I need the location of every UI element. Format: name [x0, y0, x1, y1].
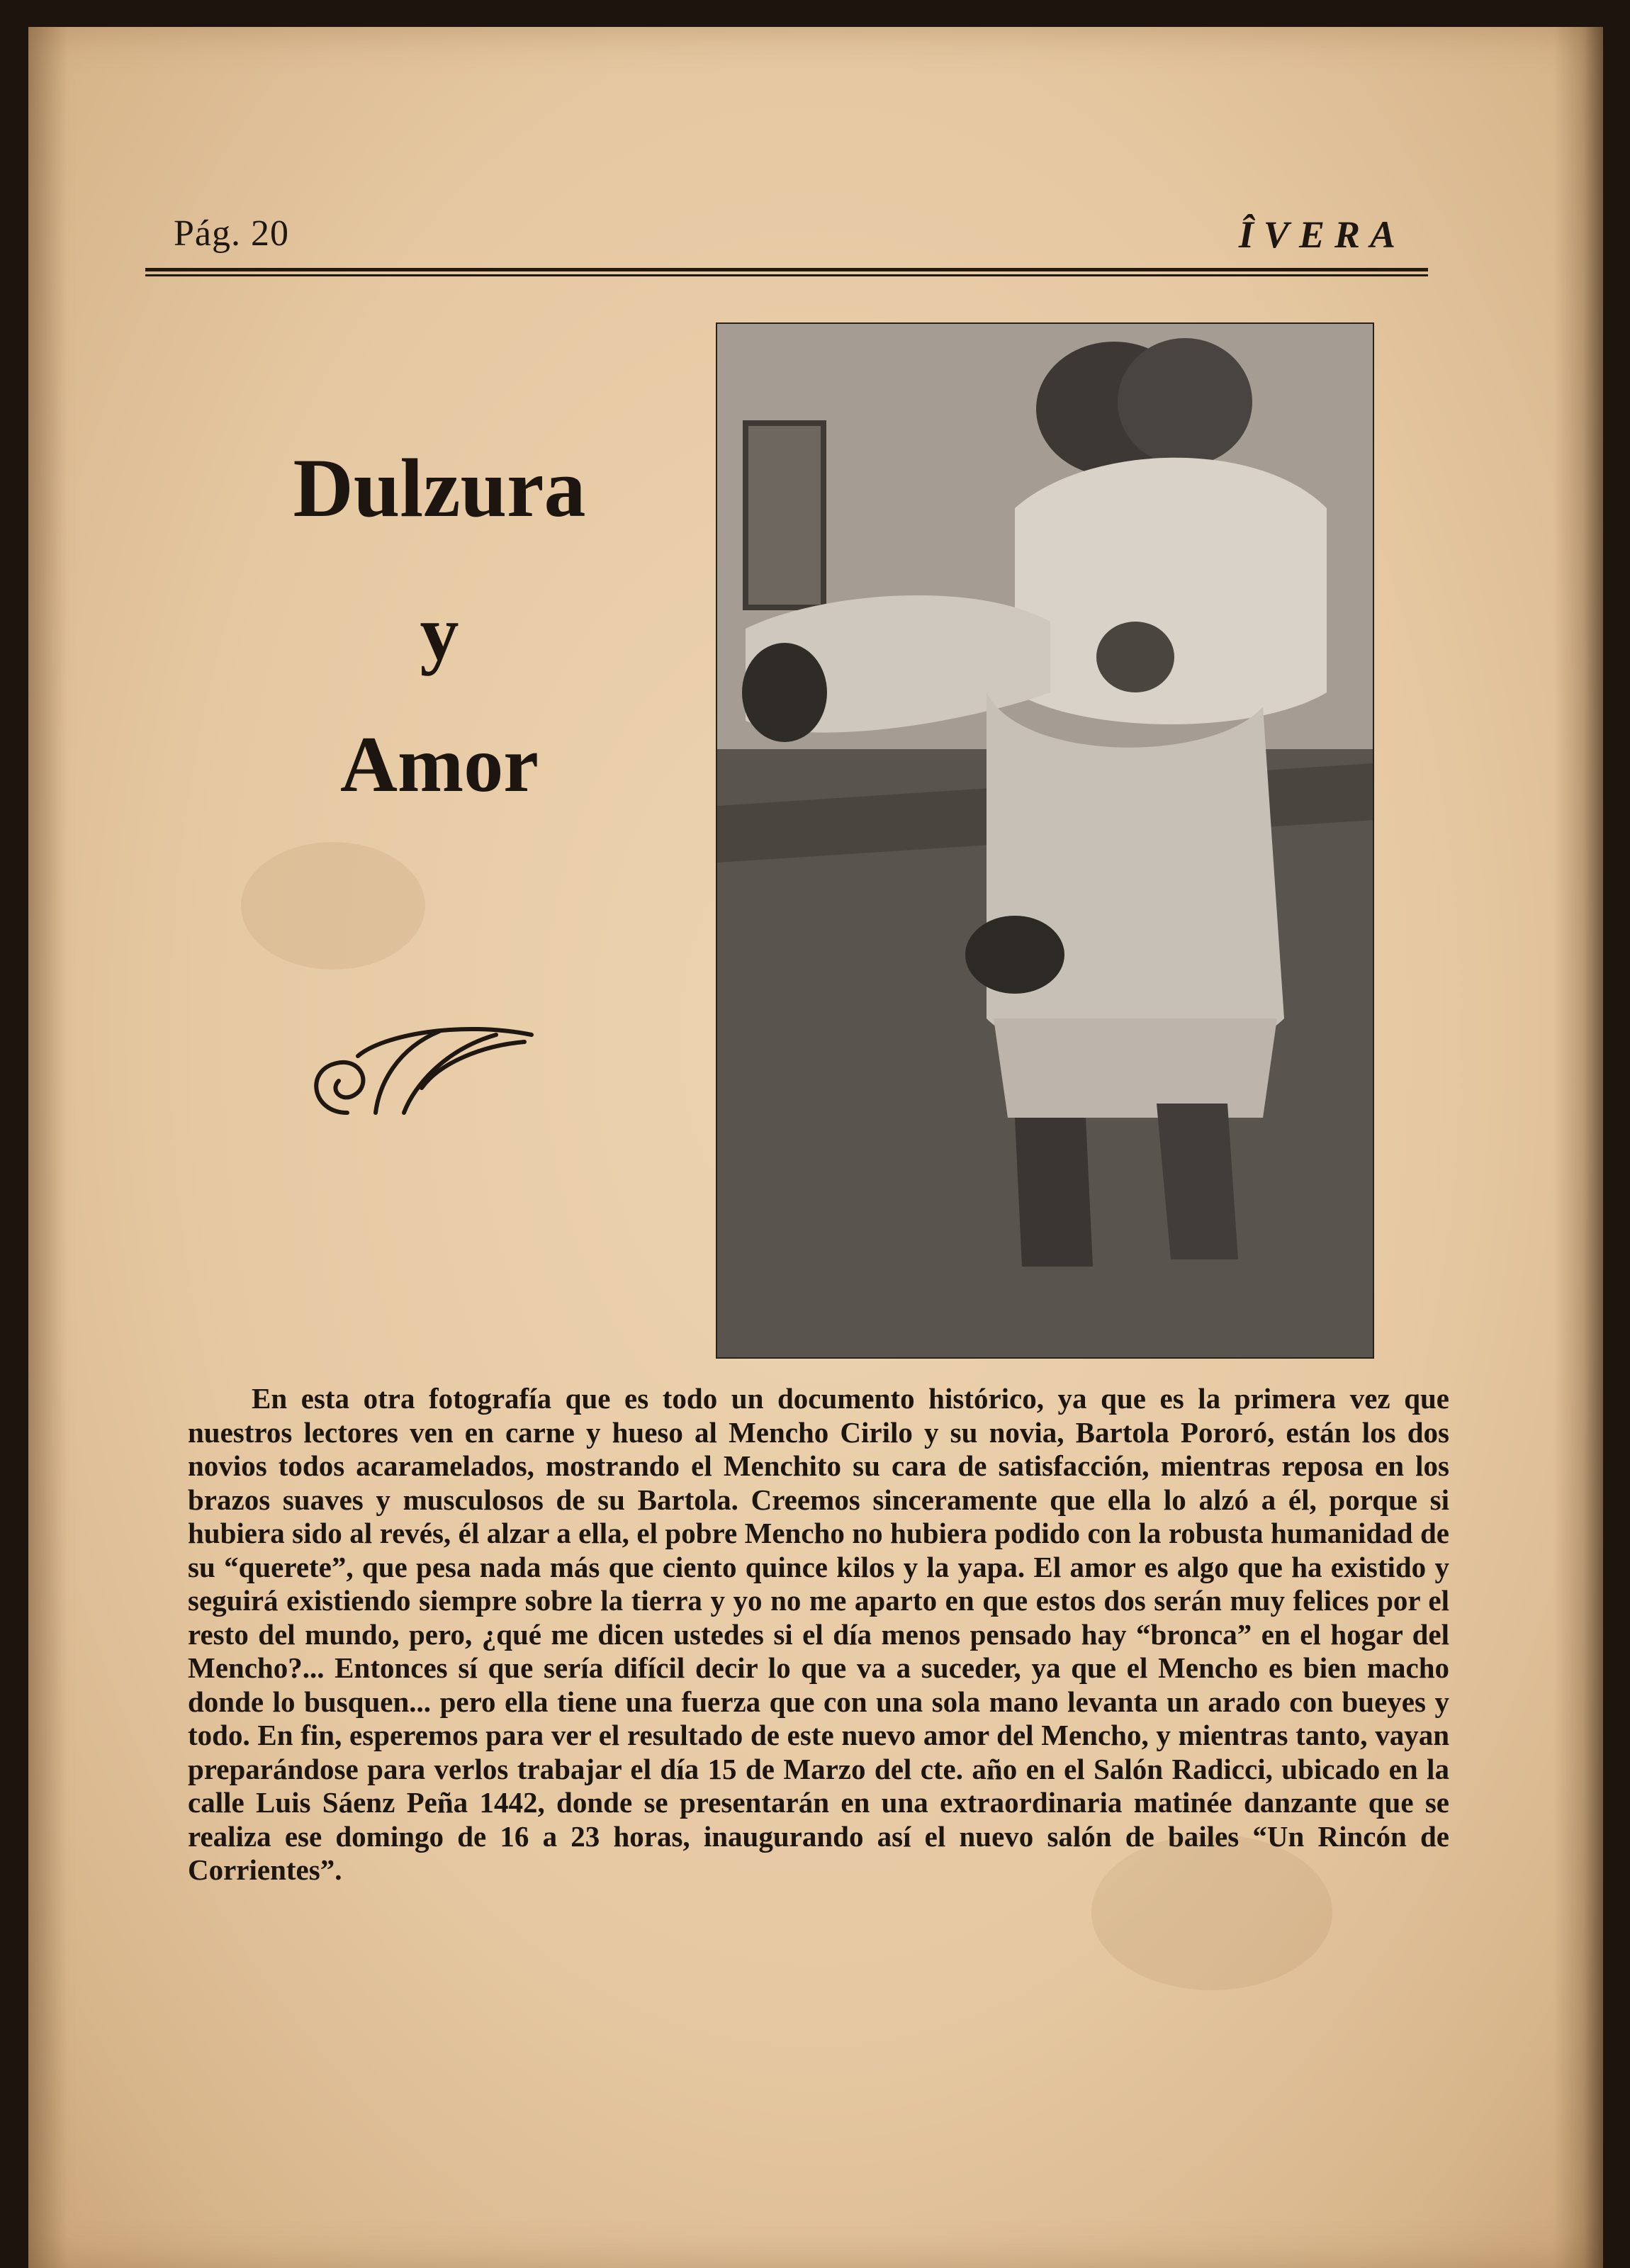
page-header — [145, 213, 1434, 269]
binding-shadow — [28, 27, 67, 2268]
scroll-flourish-icon — [298, 1006, 539, 1148]
article-body: En esta otra fotografía que es todo un documento histórico, ya que es la primera vez que nuestros lectores ven en carne y hueso al Mencho Cirilo y su novia, Bartola Pororó, están los dos novios todos acaramelados, mostrando el Menchito su cara de satisfacción, mientras reposa en los brazos suaves y musculosos de su Bartola. Creemos sinceramente que ella lo alzó a él, porque si hubiera sido al revés, él alzar a ella, el pobre Mencho no hubiera podido con la robusta humanidad de su “querete”, que pesa nada más que ciento quince kilos y la yapa. El amor es algo que ha existido y seguirá existiendo siempre sobre la tierra y yo no me aparto en que estos dos serán muy felices por el resto del mundo, pero, ¿qué me dicen ustedes si el día menos pensado hay “bronca” en el hogar del Mencho?... Entonces sí que sería difícil decir lo que va a suceder, ya que el Mencho es bien macho donde lo busquen... pero ella tiene una fuerza que con una sola mano levanta un arado con bueyes y todo. En fin, esperemos para ver el resultado de este nuevo amor del Mencho, y mientras tanto, vayan preparándose para verlos trabajar el día 15 de Marzo del cte. año en el Salón Radicci, ubicado en la calle Luis Sáenz Peña 1442, donde se presentarán en una extraordinaria matinée danzante que se realiza ese domingo de 16 a 23 horas, inaugurando así el nuevo salón de bailes “Un Rincón de Corrientes”. — [188, 1382, 1449, 1886]
header-rule — [145, 268, 1428, 276]
paper-stain — [241, 842, 425, 970]
page-number: Pág. 20 — [174, 213, 289, 254]
headline-line-3: Amor — [340, 721, 539, 809]
headline-line-2: y — [420, 590, 459, 676]
page-edge-shadow — [1553, 27, 1603, 2268]
article-headline — [206, 442, 673, 809]
magazine-title: ÎVERA — [1238, 213, 1405, 256]
photograph-couple-embracing — [716, 322, 1374, 1359]
headline-line-1: Dulzura — [293, 442, 586, 534]
